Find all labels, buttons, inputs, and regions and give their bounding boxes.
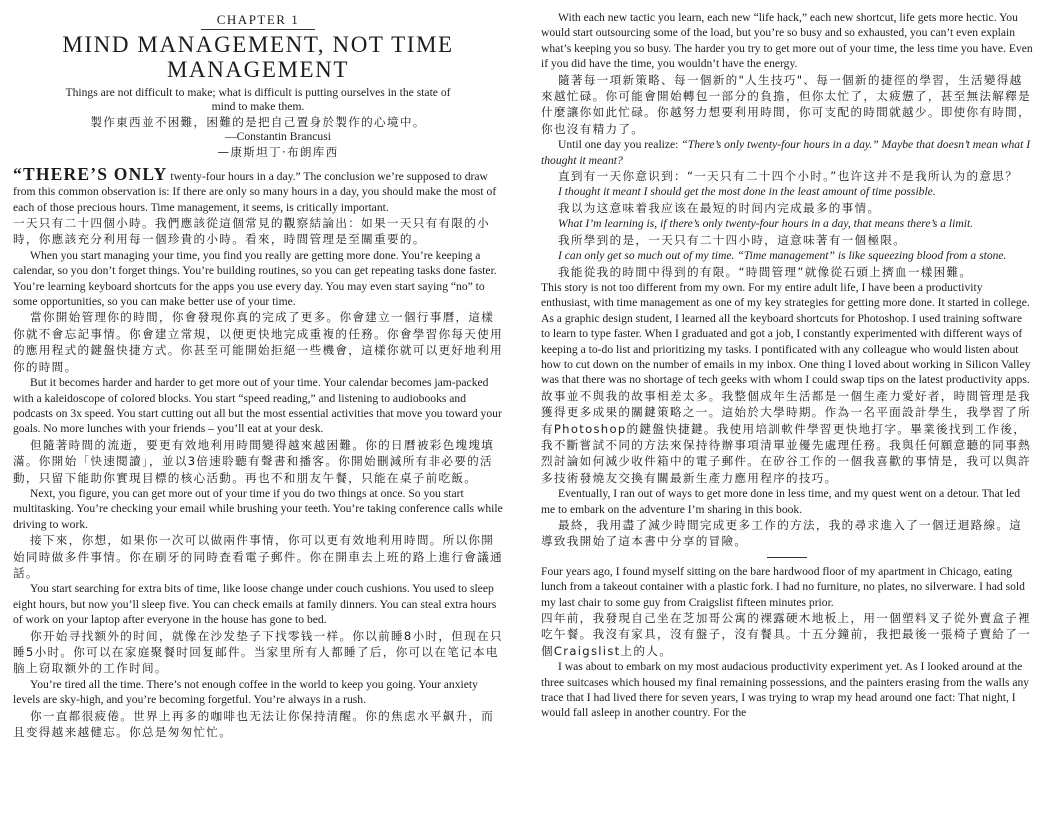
paragraph-en-lead: Until one day you realize:: [558, 138, 682, 152]
paragraph-en: Eventually, I ran out of ways to get more done in less time, and my quest went on a detour. That led me to embark on the adventure I’m sharing in this book.: [541, 487, 1021, 516]
epigraph-attribution-zh: —康斯坦丁·布朗库西: [217, 145, 339, 160]
paragraph-zh: 四年前，我發現自己坐在芝加哥公寓的裸露硬木地板上，用一個塑料叉子從外賣盒子裡吃午餐。我沒有家具，沒有盤子，沒有餐具。十五分鐘前，我把最後一張椅子賣給了一個Craigslist上的人。: [541, 611, 1031, 658]
epigraph-quote-en: Things are not difficult to make; what is difficult is putting ourselves in the state of mind to make them.: [65, 86, 451, 113]
chapter-label: [13, 11, 503, 30]
epigraph: [13, 86, 503, 161]
paragraph-zh: 當你開始管理你的時間，你會發現你真的完成了更多。你會建立一個行事曆，這樣你就不會忘記事情。你會建立常規，以便更快地完成重複的任務。你會學習你每天使用的應用程式的鍵盤快捷方式。你甚至可能開始拒絕一些機會，這樣你就可以更好地利用你的時間。: [13, 310, 503, 374]
paragraph-zh: 接下來，你想，如果你一次可以做兩件事情，你可以更有效地利用時間。所以你開始同時做多件事情。你在刷牙的同時查看電子郵件。你在開車去上班的路上進行會議通話。: [13, 533, 503, 580]
paragraph-zh: 你开始寻找额外的时间，就像在沙发垫子下找零钱一样。你以前睡8小时，但现在只睡5小时。你可以在家庭聚餐时回复邮件。当家里所有人都睡了后，你可以在笔记本电脑上窃取额外的工作时间。: [13, 628, 503, 676]
quote-en: What I’m learning is, if there’s only twenty-four hours in a day, that means there’s a limit.: [558, 217, 974, 231]
right-column: [541, 10, 1033, 721]
right-page: [527, 0, 1054, 815]
epigraph-attribution-en: —Constantin Brancusi: [225, 130, 331, 144]
paragraph-en: When you start managing your time, you find you really are getting more done. You’re keeping a calendar, so you don’t forget things. You’re building routines, so you can get repeating tasks done faster. You’re learning keyboard shortcuts for the apps you use every day. You may even start saying “no” to some opportunities, so you can make better use of your time.: [13, 248, 497, 309]
quote-zh: 我能從我的時間中得到的有限。“時間管理”就像從石頭上擠血一樣困難。: [558, 264, 973, 279]
lead-caps: “THERE’S ONLY: [13, 163, 168, 184]
paragraph-zh: 故事並不與我的故事相差太多。我整個成年生活都是一個生產力愛好者，時間管理是我獲得更多成果的關鍵策略之一。這始於大學時期。作為一名平面設計學生，我學習了所有Photoshop的鍵盤快捷鍵。我使用培訓軟件學習更快地打字。畢業後找到工作後，我不斷嘗試不同的方法來保持待辦事項清單並優先處理任務。我與任何願意聽的同事熱烈討論如何減少收件箱中的電子郵件。在矽谷工作的一個我喜歡的事情是，我可以與許多技術發燒友交換有關最新生產力應用程序的技巧。: [541, 388, 1031, 485]
quote-zh: 我所學到的是，一天只有二十四小時，這意味著有一個極限。: [558, 232, 907, 247]
paragraph-zh: 隨著每一項新策略、每一個新的"人生技巧"、每一個新的捷徑的學習，生活變得越來越忙碌。你可能會開始轉包一部分的負擔，但你太忙了，太疲憊了，甚至無法解釋是什麼讓你如此忙碌。你越努力想要利用時間，你可支配的時間就越少。即使你有時間，你也沒有精力了。: [541, 72, 1031, 136]
paragraph-en: You start searching for extra bits of time, like loose change under couch cushions. You used to sleep eight hours, but now you’ll sleep five. You can check emails at family dinners. You can steal extra hours of work on your laptop after everyone in the house has gone to bed.: [13, 582, 497, 627]
paragraph-en-rest: twenty-four hours in a day.” The conclusion we’re supposed to draw from this common observation is: If there are only so many hours in a day, you should make the most of each of those precious hours. Time management, it seems, is critically important.: [13, 169, 497, 214]
paragraph-en: [541, 137, 1033, 168]
paragraph-en: This story is not too different from my own. For my entire adult life, I have been a productivity enthusiast, with time management as one of my key strategies for getting more done. It started in college. As a graphic design student, I learned all the keyboard shortcuts for Photoshop. I used training software to learn to type faster. When I graduated and got a job, I constantly experimented with different ways of keeping a to-do list and prioritizing my tasks. I pontificated with any colleague who would listen about how to cut down on the number of emails in my inbox. One thing I loved about working in Silicon Valley was that there was no shortage of tech geeks with whom I could swap tips on the latest productivity apps.: [541, 280, 1031, 387]
paragraph-zh: 但隨著時間的流逝，要更有效地利用時間變得越來越困難。你的日曆被彩色塊塊填滿。你開始「快速閱讀」，並以3倍速聆聽有聲書和播客。你開始刪減所有非必要的活動，只留下能助你實現目標的核心活動。再也不和朋友午餐，只能在桌子前吃飯。: [13, 437, 495, 485]
quote-en: I thought it meant I should get the most done in the least amount of time possible.: [558, 185, 936, 199]
paragraph-en: [13, 163, 503, 215]
quote-zh: 我以为这意味着我应该在最短的时间内完成最多的事情。: [558, 200, 881, 215]
epigraph-quote-zh: 製作東西並不困難，困難的是把自己置身於製作的心境中。: [90, 115, 426, 129]
quote-en: I can only get so much out of my time. “Time management” is like squeezing blood from a stone.: [558, 249, 1007, 263]
paragraph-zh: 你一直都很疲倦。世界上再多的咖啡也无法让你保持清醒。你的焦虑水平飙升，而且变得越来越健忘。你总是匆匆忙忙。: [13, 708, 495, 740]
section-divider: [767, 557, 807, 558]
paragraph-zh: 最終，我用盡了減少時間完成更多工作的方法，我的尋求進入了一個迂迴路線。這導致我開始了這本書中分享的冒險。: [541, 518, 1023, 549]
paragraph-en: You’re tired all the time. There’s not enough coffee in the world to keep you going. Your anxiety levels are sky-high, and you’re becoming forgetful. You’re always in a rush.: [13, 677, 478, 707]
chapter-label-text: CHAPTER 1: [201, 11, 315, 30]
paragraph-en: Four years ago, I found myself sitting on the bare hardwood floor of my apartment in Chicago, eating lunch from a takeout container with a plastic fork. I had no furniture, no plates, no silverware. I had sold my last chair to some guy from Craigslist fifteen minutes prior.: [541, 564, 1025, 609]
left-column: [13, 10, 503, 740]
chapter-title: MIND MANAGEMENT, NOT TIME MANAGEMENT: [62, 32, 454, 82]
paragraph-en-italic: “There’s only twenty-four hours in a day.” Maybe that doesn’t mean what I thought it meant?: [541, 138, 1031, 167]
paragraph-en: Next, you figure, you can get more out of your time if you do two things at once. So you start multitasking. You’re checking your email while brushing your teeth. You’re taking conference calls while driving to work.: [13, 486, 503, 531]
paragraph-en: I was about to embark on my most audacious productivity experiment yet. As I looked around at the three suitcases which housed my final remaining possessions, and the painters erasing from the walls any trace that I had lived there for seven years, I was trying to wrap my head around one fact: That night, I would fall asleep in another country. For the: [541, 660, 1030, 720]
paragraph-en: But it becomes harder and harder to get more out of your time. Your calendar becomes jam-packed with a kaleidoscope of colored blocks. You start “speed reading,” and listening to audiobooks and podcasts on 3x speed. You start cutting out all but the most essential activities that move you toward your goals. No more lunches with your friends – you’ll eat at your desk.: [13, 376, 502, 436]
paragraph-zh: 直到有一天你意识到：“一天只有二十四个小时。”也许这并不是我所认为的意思？: [558, 169, 1019, 184]
paragraph-zh: 一天只有二十四個小時。我們應該從這個常見的觀察結論出：如果一天只有有限的小時，你應該充分利用每一個珍貴的小時。看來，時間管理是至關重要的。: [13, 216, 491, 247]
paragraph-en: With each new tactic you learn, each new “life hack,” each new shortcut, life gets more hectic. You would start outsourcing some of the load, but you’re so busy and so exhausted, you can’t even explain what’s keeping you so busy. The harder you try to get more out of your time, the less time you have. Even if you did have the time, you wouldn’t have the energy.: [541, 11, 1033, 71]
